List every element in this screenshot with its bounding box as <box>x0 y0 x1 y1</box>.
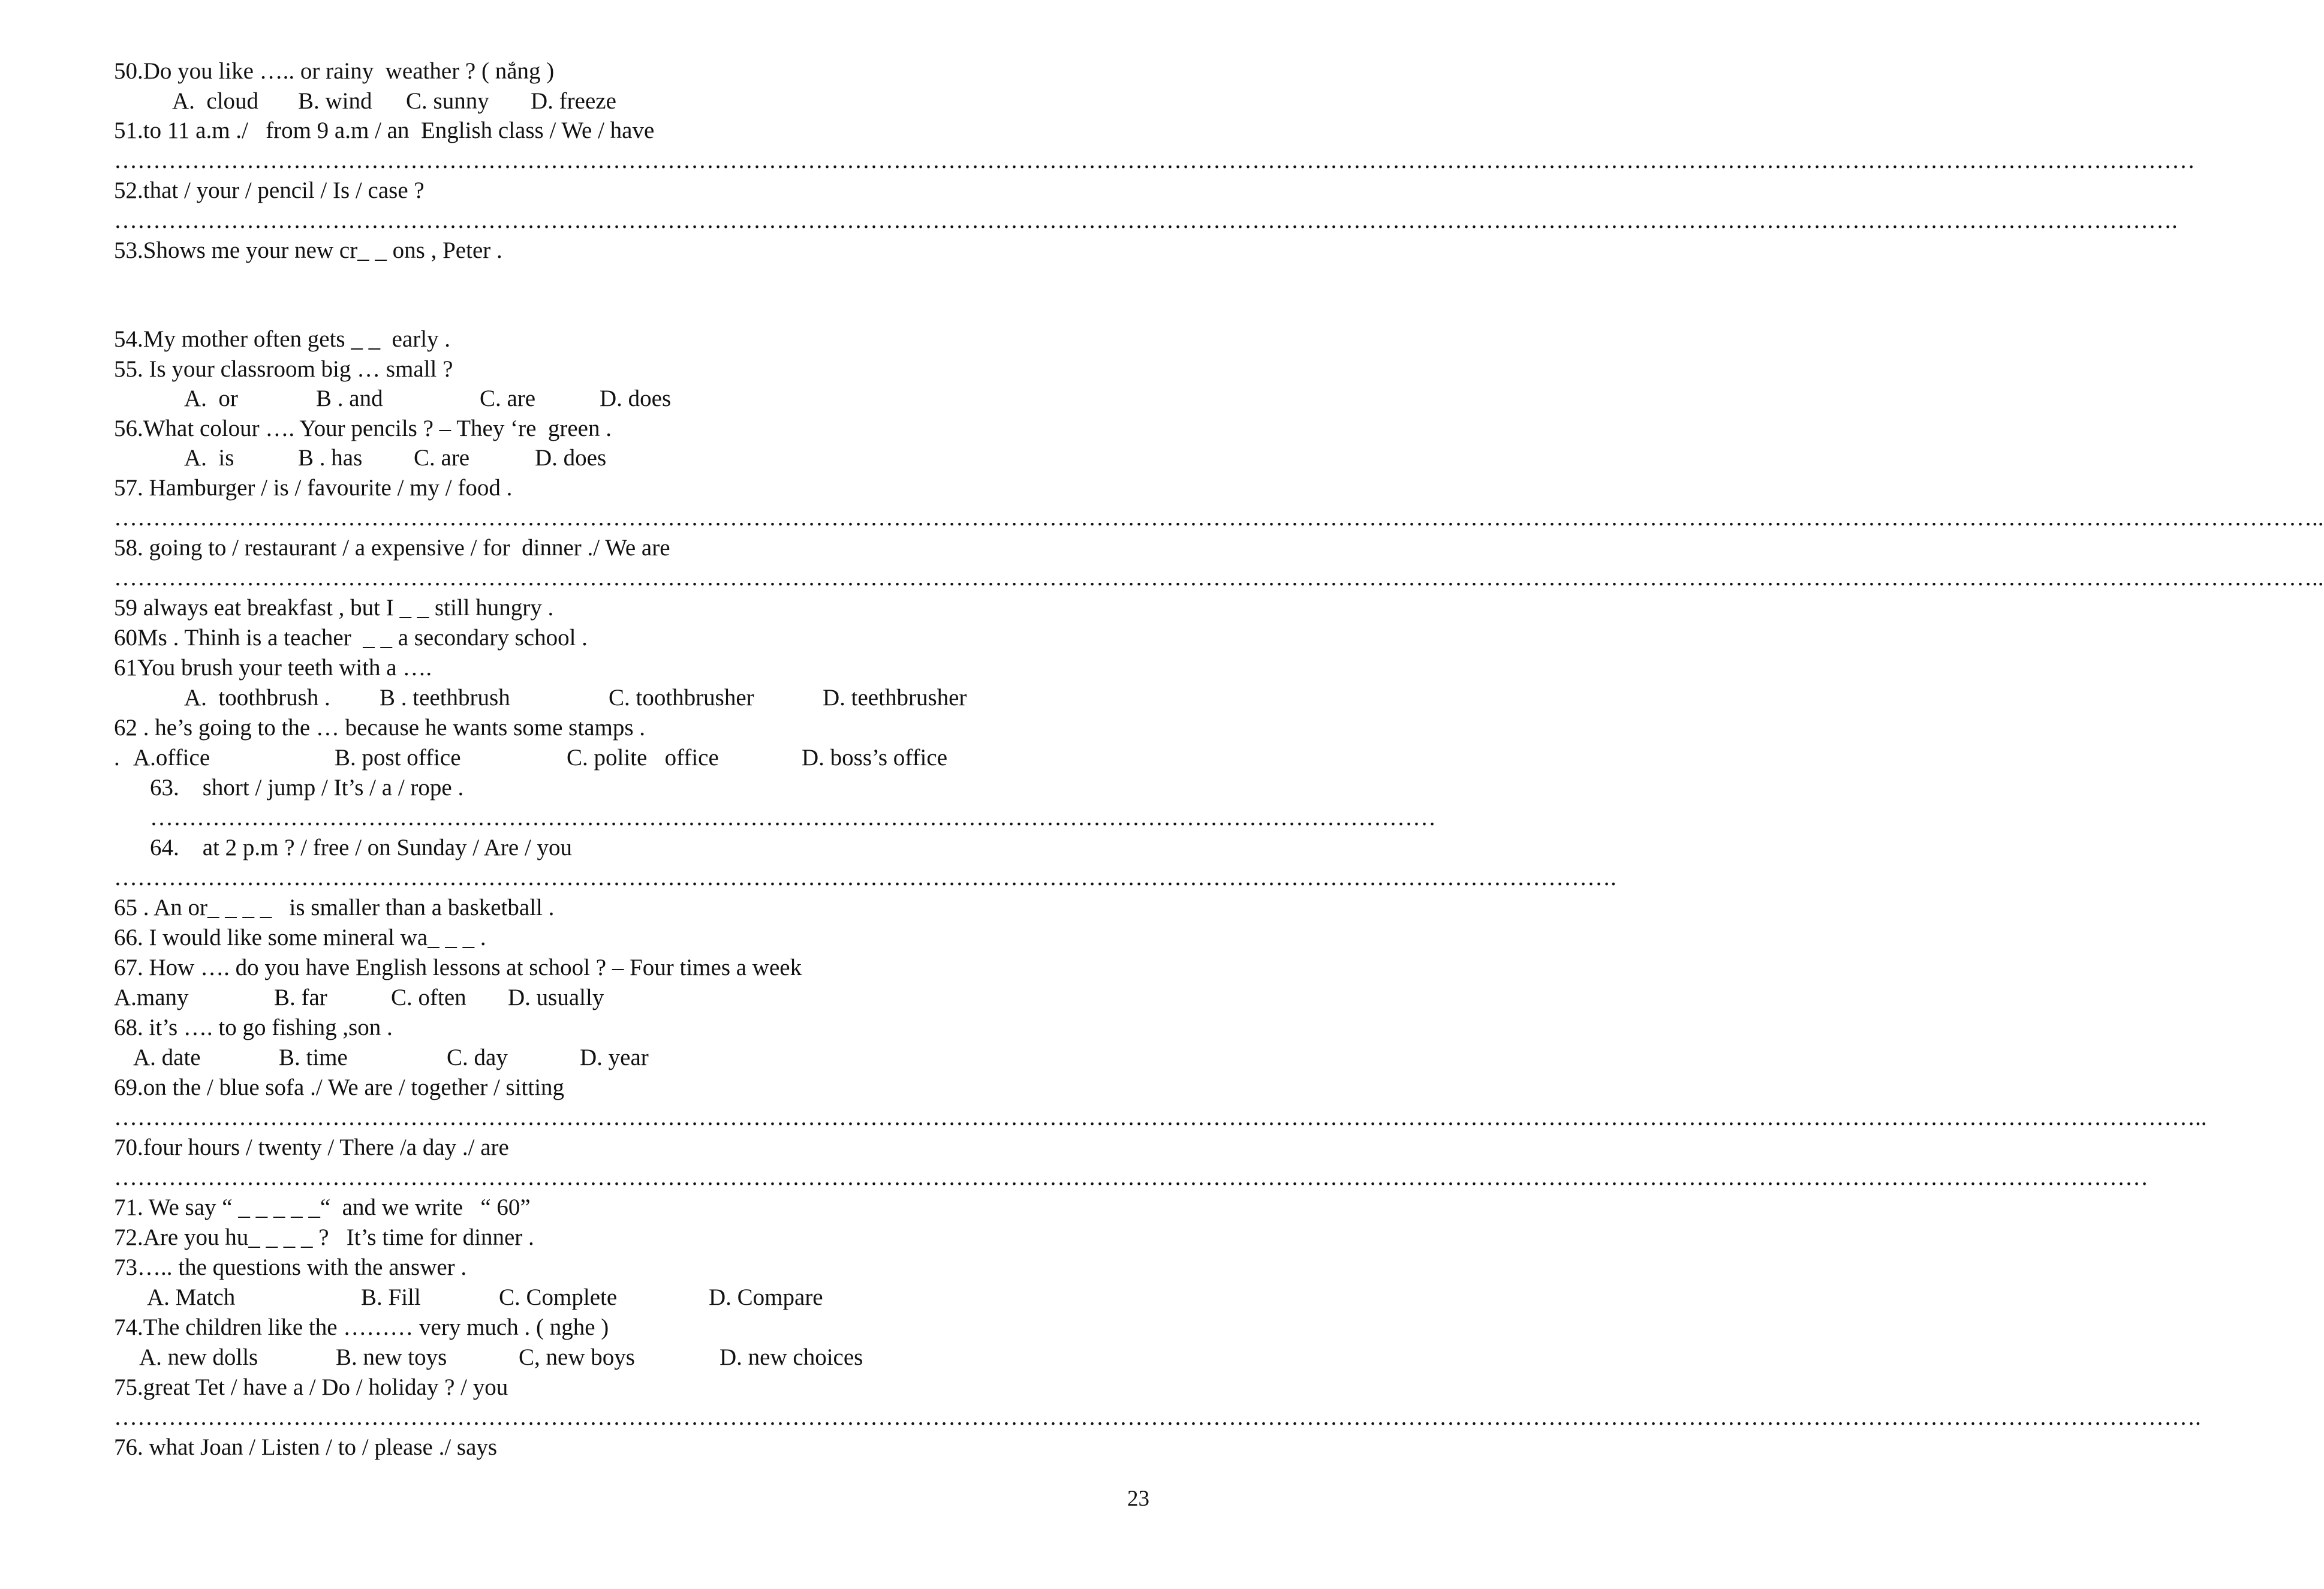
q62-option-d: D. boss’s office <box>802 745 948 771</box>
q69-answer-line: …………………………………………………………………………………………………………………………………………………………………………………………………………………………………………….. <box>114 1105 2207 1130</box>
q73-option-a: A. Match <box>147 1284 236 1310</box>
q67-option-c: C. often <box>391 985 466 1010</box>
question-68: 68. it’s …. to go fishing ,son . <box>114 1015 393 1040</box>
q51-answer-line: …………………………………………………………………………………………………………………………………………………………………………………………………………………………………………… <box>114 148 2195 173</box>
question-66: 66. I would like some mineral wa_ _ _ . <box>114 925 486 950</box>
q68-option-d: D. year <box>580 1045 649 1070</box>
q74-option-b: B. new toys <box>336 1344 447 1370</box>
q52-answer-line: …………………………………………………………………………………………………………………………………………………………………………………………………………………………………………. <box>114 207 2178 233</box>
q75-answer-line: ……………………………………………………………………………………………………………………………………………………………………………………………………………………………………………. <box>114 1404 2201 1430</box>
question-59: 59 always eat breakfast , but I _ _ still hungry . <box>114 595 554 621</box>
q73-option-c: C. Complete <box>499 1284 618 1310</box>
q61-option-d: D. teethbrusher <box>823 685 967 711</box>
q64-answer-line: …………………………………………………………………………………………………………………………………………………………………………. <box>114 865 1616 890</box>
question-64: 64. at 2 p.m ? / free / on Sunday / Are / you <box>150 835 573 860</box>
q73-option-b: B. Fill <box>361 1284 421 1310</box>
q62-option-a: A.office <box>133 745 210 771</box>
question-56: 56.What colour …. Your pencils ? – They ‘re green . <box>114 416 612 441</box>
q56-option-c: C. are <box>414 445 470 471</box>
q67-option-b: B. far <box>274 985 327 1010</box>
q74-option-d: D. new choices <box>720 1344 863 1370</box>
q56-option-b: B . has <box>298 445 363 471</box>
question-61: 61You brush your teeth with a …. <box>114 655 432 681</box>
q68-option-c: C. day <box>447 1045 508 1070</box>
q57-answer-line: ………………………………………………………………………………………………………………………………………………………………………………………………………………………………………………………….. <box>114 505 2324 531</box>
q62-option-b: B. post office <box>335 745 461 771</box>
question-51: 51.to 11 a.m ./ from 9 a.m / an English class / We / have <box>114 118 655 143</box>
question-63: 63. short / jump / It’s / a / rope . <box>150 775 464 800</box>
q61-option-b: B . teethbrush <box>380 685 510 711</box>
q50-option-c: C. sunny <box>406 88 489 114</box>
q55-option-a: A. or <box>184 386 238 411</box>
q55-option-d: D. does <box>600 386 672 411</box>
q56-option-a: A. is <box>184 445 234 471</box>
question-65: 65 . An or_ _ _ _ is smaller than a basketball . <box>114 895 555 920</box>
question-62: 62 . he’s going to the … because he wants some stamps . <box>114 715 646 741</box>
q68-option-b: B. time <box>279 1045 348 1070</box>
page-number: 23 <box>1127 1486 1149 1511</box>
q61-option-c: C. toothbrusher <box>609 685 754 711</box>
q67-option-a: A.many <box>114 985 189 1010</box>
q58-answer-line: ………………………………………………………………………………………………………………………………………………………………………………………………………………………………………………………….. <box>114 565 2324 591</box>
question-73: 73….. the questions with the answer . <box>114 1254 467 1280</box>
question-50: 50.Do you like ….. or rainy weather ? ( nắng ) <box>114 58 555 84</box>
question-57: 57. Hamburger / is / favourite / my / food . <box>114 475 513 501</box>
q68-option-a: A. date <box>133 1045 201 1070</box>
question-74: 74.The children like the ……… very much . ( nghe ) <box>114 1314 609 1340</box>
q55-option-b: B . and <box>316 386 383 411</box>
q74-option-c: C, new boys <box>519 1344 635 1370</box>
q56-option-d: D. does <box>535 445 607 471</box>
q50-option-d: D. freeze <box>531 88 616 114</box>
question-53: 53.Shows me your new cr_ _ ons , Peter . <box>114 237 502 263</box>
question-70: 70.four hours / twenty / There /a day ./ are <box>114 1134 509 1160</box>
q55-option-c: C. are <box>480 386 536 411</box>
question-54: 54.My mother often gets _ _ early . <box>114 326 451 352</box>
question-67: 67. How …. do you have English lessons at school ? – Four times a week <box>114 955 802 980</box>
q61-option-a: A. toothbrush . <box>184 685 330 711</box>
question-58: 58. going to / restaurant / a expensive / for dinner ./ We are <box>114 535 670 561</box>
question-72: 72.Are you hu_ _ _ _ ? It’s time for dinner . <box>114 1224 534 1250</box>
question-76: 76. what Joan / Listen / to / please ./ says <box>114 1434 498 1460</box>
question-60: 60Ms . Thinh is a teacher _ _ a secondary school . <box>114 625 588 651</box>
q62-leading-dot: . <box>114 745 120 771</box>
question-55: 55. Is your classroom big … small ? <box>114 356 453 382</box>
question-75: 75.great Tet / have a / Do / holiday ? / you <box>114 1374 508 1400</box>
question-69: 69.on the / blue sofa ./ We are / together / sitting <box>114 1075 565 1100</box>
question-71: 71. We say “ _ _ _ _ _“ and we write “ 60” <box>114 1194 531 1220</box>
q50-option-a: A. cloud <box>172 88 259 114</box>
q50-option-b: B. wind <box>298 88 372 114</box>
q63-answer-line: ………………………………………………………………………………………………………………………………………………… <box>150 805 1436 830</box>
q73-option-d: D. Compare <box>709 1284 823 1310</box>
q67-option-d: D. usually <box>508 985 604 1010</box>
q74-option-a: A. new dolls <box>139 1344 258 1370</box>
question-52: 52.that / your / pencil / Is / case ? <box>114 177 425 203</box>
q62-option-c: C. polite office <box>567 745 719 771</box>
q70-answer-line: ……………………………………………………………………………………………………………………………………………………………………………………………………………………………………… <box>114 1164 2148 1190</box>
